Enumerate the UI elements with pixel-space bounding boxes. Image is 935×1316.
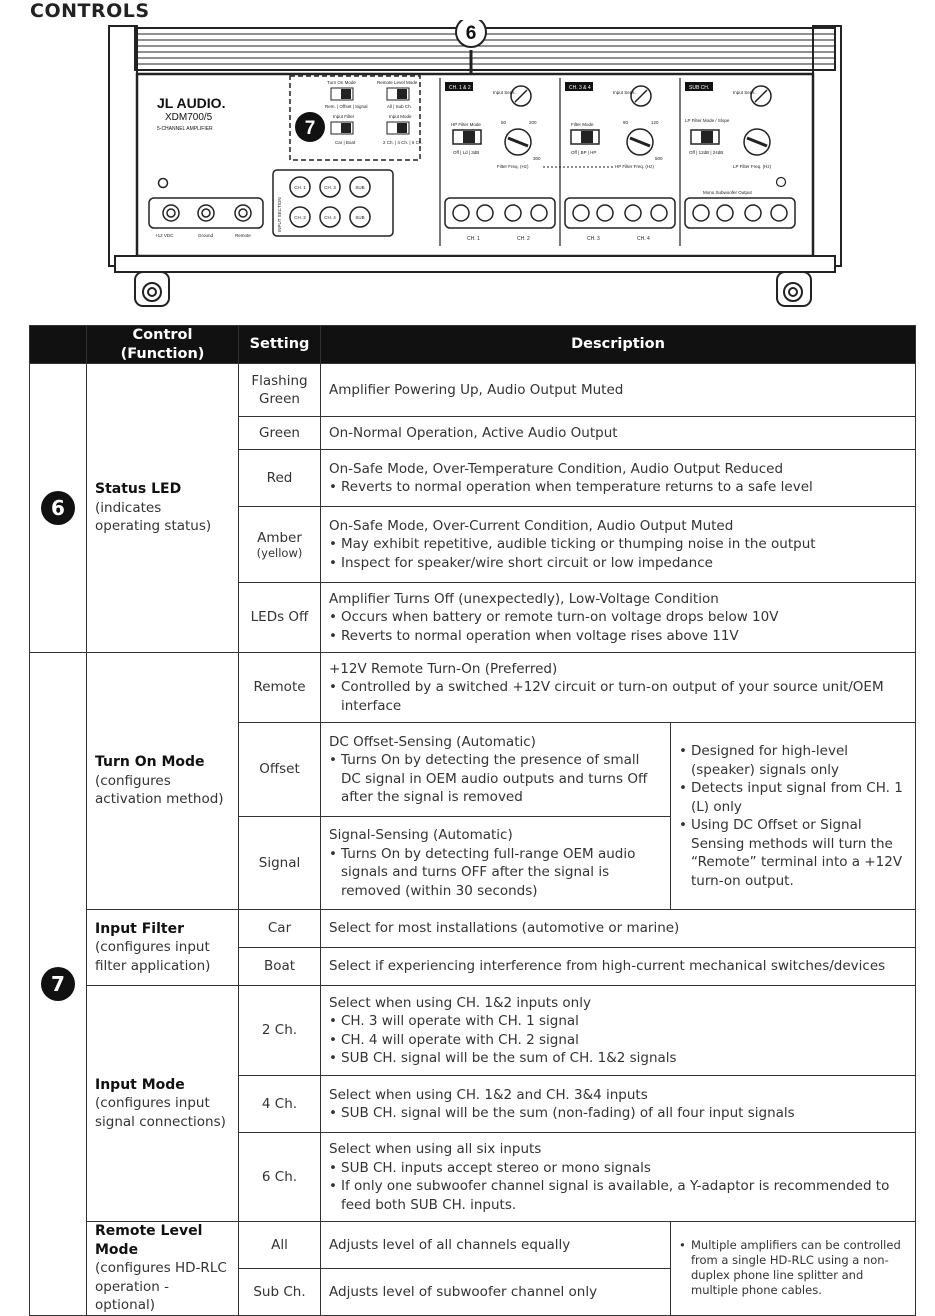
setting-red: Red bbox=[239, 450, 321, 507]
svg-text:SUB: SUB bbox=[355, 185, 365, 190]
svg-text:Off | BP | HP: Off | BP | HP bbox=[571, 150, 597, 155]
svg-text:HP Filter Freq. (Hz): HP Filter Freq. (Hz) bbox=[615, 164, 654, 169]
svg-text:Ground: Ground bbox=[198, 233, 214, 238]
svg-text:CH. 3: CH. 3 bbox=[587, 236, 600, 242]
setting-2ch: 2 Ch. bbox=[239, 986, 321, 1076]
svg-text:Input Filter: Input Filter bbox=[333, 114, 355, 119]
svg-text:Rem. | Offset | Signal: Rem. | Offset | Signal bbox=[325, 104, 368, 109]
svg-text:SUB: SUB bbox=[355, 215, 365, 220]
svg-text:CH. 1: CH. 1 bbox=[294, 185, 306, 190]
svg-text:7: 7 bbox=[304, 118, 316, 139]
input-filter-control: Input Filter (configures input filter application) bbox=[87, 910, 239, 986]
svg-text:500: 500 bbox=[655, 156, 663, 161]
input-mode-control: Input Mode (configures input signal connections) bbox=[87, 986, 239, 1222]
svg-text:120: 120 bbox=[651, 120, 659, 125]
header-blank bbox=[30, 326, 87, 364]
svg-text:2 Ch. | 4 Ch. | 6 Ch.: 2 Ch. | 4 Ch. | 6 Ch. bbox=[383, 140, 423, 145]
desc-green: On-Normal Operation, Active Audio Output bbox=[321, 417, 916, 450]
svg-text:LP Filter Freq. (Hz): LP Filter Freq. (Hz) bbox=[733, 164, 772, 169]
svg-text:CH. 1 & 2: CH. 1 & 2 bbox=[449, 85, 471, 91]
svg-text:HP Filter Mode: HP Filter Mode bbox=[451, 122, 481, 127]
svg-text:300: 300 bbox=[533, 156, 541, 161]
setting-signal: Signal bbox=[239, 817, 321, 910]
table-row bbox=[30, 364, 916, 417]
header-description: Description bbox=[321, 326, 916, 364]
turn-on-mode-control: Turn On Mode (configures activation method) bbox=[87, 653, 239, 910]
header-control: Control (Function) bbox=[87, 326, 239, 364]
setting-green: Green bbox=[239, 417, 321, 450]
svg-text:Input Mode: Input Mode bbox=[389, 114, 412, 119]
callout-6 bbox=[456, 20, 486, 74]
setting-boat: Boat bbox=[239, 948, 321, 986]
svg-text:CH. 1: CH. 1 bbox=[467, 236, 480, 242]
svg-text:CH. 2: CH. 2 bbox=[517, 236, 530, 242]
status-led-control: Status LED (indicates operating status) bbox=[87, 364, 239, 653]
desc-amber: On-Safe Mode, Over-Current Condition, Audio Output Muted • May exhibit repetitive, audible ticking or thumping noise in the output • Inspect for speaker/wire short circuit or low impedance bbox=[321, 507, 916, 583]
svg-text:CH. 4: CH. 4 bbox=[324, 215, 336, 220]
setting-flashing-green: Flashing Green bbox=[239, 364, 321, 417]
svg-text:80: 80 bbox=[623, 120, 629, 125]
remote-level-control: Remote Level Mode (configures HD-RLC operation - optional) bbox=[87, 1222, 239, 1316]
svg-text:CH. 2: CH. 2 bbox=[294, 215, 306, 220]
svg-text:Input Sens.: Input Sens. bbox=[493, 90, 516, 95]
callout-7 bbox=[295, 112, 325, 142]
mount-foot-left bbox=[135, 272, 169, 306]
controls-table bbox=[29, 325, 916, 1316]
svg-text:50: 50 bbox=[501, 120, 507, 125]
table-row bbox=[30, 1222, 916, 1269]
amplifier-diagram bbox=[95, 20, 855, 315]
desc-sub-ch: Adjusts level of subwoofer channel only bbox=[321, 1269, 671, 1315]
setting-offset: Offset bbox=[239, 723, 321, 817]
svg-text:INPUT SECTION: INPUT SECTION bbox=[277, 197, 282, 232]
setting-6ch: 6 Ch. bbox=[239, 1133, 321, 1222]
desc-all: Adjusts level of all channels equally bbox=[321, 1222, 671, 1269]
setting-car: Car bbox=[239, 910, 321, 948]
svg-text:CH. 3 & 4: CH. 3 & 4 bbox=[569, 85, 591, 91]
svg-text:Input Sens.: Input Sens. bbox=[733, 90, 756, 95]
svg-text:Input Sens.: Input Sens. bbox=[613, 90, 636, 95]
status-led bbox=[159, 179, 168, 188]
section-6-number: 6 bbox=[30, 364, 87, 653]
svg-text:Off | 12dB | 24dB: Off | 12dB | 24dB bbox=[689, 150, 724, 155]
desc-leds-off: Amplifier Turns Off (unexpectedly), Low-Voltage Condition • Occurs when battery or remote turn-on voltage drops below 10V • Reverts to normal operation when voltage rises above 11V bbox=[321, 583, 916, 653]
header-setting: Setting bbox=[239, 326, 321, 364]
svg-text:Filter Mode: Filter Mode bbox=[571, 122, 594, 127]
desc-red: On-Safe Mode, Over-Temperature Condition, Audio Output Reduced • Reverts to normal operation when temperature returns to a safe level bbox=[321, 450, 916, 507]
model-subtitle: 5-CHANNEL AMPLIFIER bbox=[157, 126, 213, 132]
svg-text:6: 6 bbox=[465, 23, 477, 44]
svg-text:LP Filter Mode / Slope: LP Filter Mode / Slope bbox=[685, 118, 730, 123]
svg-text:Off | Ld | 3dB: Off | Ld | 3dB bbox=[453, 150, 480, 155]
desc-boat: Select if experiencing interference from high-current mechanical switches/devices bbox=[321, 948, 916, 986]
section-7-number: 7 bbox=[30, 653, 87, 1316]
svg-text:+12 VDC: +12 VDC bbox=[155, 233, 174, 238]
svg-text:All | Sub Ch.: All | Sub Ch. bbox=[387, 104, 412, 109]
setting-all: All bbox=[239, 1222, 321, 1269]
svg-text:SUB CH.: SUB CH. bbox=[689, 85, 710, 91]
setting-4ch: 4 Ch. bbox=[239, 1076, 321, 1133]
speaker-terminals bbox=[445, 198, 795, 228]
svg-text:Remote: Remote bbox=[235, 233, 251, 238]
svg-text:Filter Freq. (Hz): Filter Freq. (Hz) bbox=[497, 164, 529, 169]
setting-sub-ch: Sub Ch. bbox=[239, 1269, 321, 1315]
desc-flashing-green: Amplifier Powering Up, Audio Output Muted bbox=[321, 364, 916, 417]
svg-text:Car | Boat: Car | Boat bbox=[335, 140, 356, 145]
svg-text:CH. 4: CH. 4 bbox=[637, 236, 650, 242]
page-heading: CONTROLS bbox=[30, 0, 150, 22]
setting-amber: Amber (yellow) bbox=[239, 507, 321, 583]
desc-4ch: Select when using CH. 1&2 and CH. 3&4 inputs • SUB CH. signal will be the sum (non-fading) of all four input signals bbox=[321, 1076, 916, 1133]
mount-foot-right bbox=[777, 272, 811, 306]
turn-on-mode-notes: • Designed for high-level (speaker) signals only • Detects input signal from CH. 1 (L) only • Using DC Offset or Signal Sensing methods will turn the “Remote” terminal into a +12V turn-on output. bbox=[671, 723, 916, 910]
table-row bbox=[30, 910, 916, 948]
svg-text:CH. 3: CH. 3 bbox=[324, 185, 336, 190]
input-section bbox=[273, 170, 393, 236]
desc-signal: Signal-Sensing (Automatic) • Turns On by detecting full-range OEM audio signals and turns OFF after the signal is removed (within 30 seconds) bbox=[321, 817, 671, 910]
table-header-row bbox=[30, 326, 916, 364]
model-label: XDM700/5 bbox=[165, 112, 213, 123]
desc-car: Select for most installations (automotive or marine) bbox=[321, 910, 916, 948]
svg-text:200: 200 bbox=[529, 120, 537, 125]
svg-text:Mono Subwoofer Output: Mono Subwoofer Output bbox=[703, 190, 752, 195]
svg-text:Turn On Mode: Turn On Mode bbox=[327, 80, 356, 85]
table-row bbox=[30, 653, 916, 723]
table-row bbox=[30, 986, 916, 1076]
desc-2ch: Select when using CH. 1&2 inputs only • CH. 3 will operate with CH. 1 signal • CH. 4 will operate with CH. 2 signal • SUB CH. signal will be the sum of CH. 1&2 signals bbox=[321, 986, 916, 1076]
desc-6ch: Select when using all six inputs • SUB CH. inputs accept stereo or mono signals • If only one subwoofer channel signal is available, a Y-adaptor is recommended to feed both SUB CH. inputs. bbox=[321, 1133, 916, 1222]
setting-remote: Remote bbox=[239, 653, 321, 723]
svg-text:Remote Level Mode: Remote Level Mode bbox=[377, 80, 418, 85]
desc-offset: DC Offset-Sensing (Automatic) • Turns On by detecting the presence of small DC signal in OEM audio outputs and turns Off after the signal is removed bbox=[321, 723, 671, 817]
remote-level-note: • Multiple amplifiers can be controlled from a single HD-RLC using a non-duplex phone line splitter and multiple phone cables. bbox=[671, 1222, 916, 1316]
desc-remote: +12V Remote Turn-On (Preferred) • Controlled by a switched +12V circuit or turn-on output of your source unit/OEM interface bbox=[321, 653, 916, 723]
power-terminals bbox=[149, 198, 263, 228]
setting-leds-off: LEDs Off bbox=[239, 583, 321, 653]
brand-logo: JL AUDIO. bbox=[157, 95, 226, 111]
